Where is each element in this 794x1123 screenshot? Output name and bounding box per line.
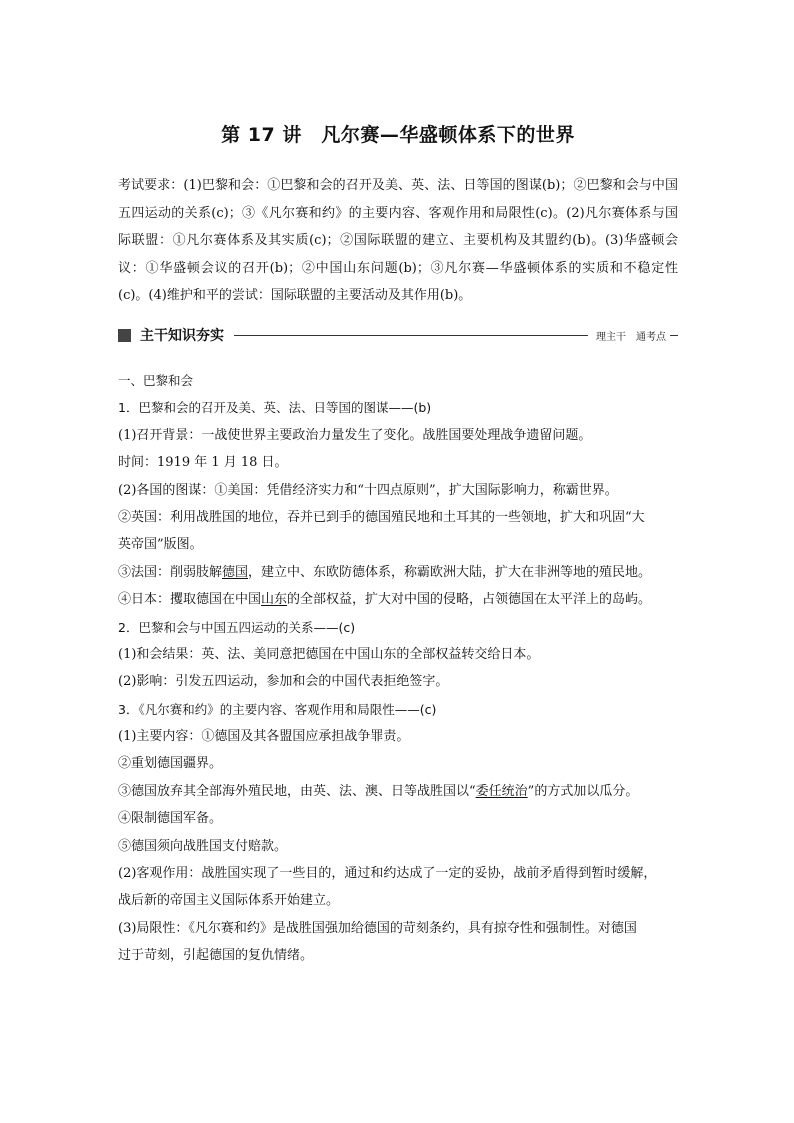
line-text-tail: ，建立中、东欧防德体系，称霸欧洲大陆，扩大在非洲等地的殖民地。 — [248, 564, 652, 580]
text-line — [118, 504, 678, 531]
text-line — [118, 449, 678, 476]
line-text: ③法国：削弱肢解 — [118, 564, 223, 580]
text-line — [118, 477, 678, 504]
line-text: ④日本：攫取德国在中国 — [118, 592, 262, 608]
text-line — [118, 805, 678, 832]
underlined-term: 德国 — [222, 564, 249, 580]
section-end-dash — [670, 335, 678, 336]
section-rule — [234, 335, 588, 336]
page-title: 第 17 讲 凡尔赛—华盛顿体系下的世界 — [221, 124, 575, 146]
text-line — [118, 668, 678, 695]
text-line — [118, 860, 678, 887]
text-line — [118, 367, 678, 394]
line-text: 战后新的帝国主义国际体系开始建立。 — [118, 893, 340, 909]
section-header — [118, 324, 678, 346]
line-text: (1)召开背景：一战使世界主要政治力量发生了变化。战胜国要处理战争遗留问题。 — [118, 427, 592, 443]
line-text: ②英国：利用战胜国的地位，吞并已到手的德国殖民地和土耳其的一些领地，扩大和巩固“大 — [118, 509, 645, 525]
line-text: 1．巴黎和会的召开及美、英、法、日等国的图谋——(b) — [118, 400, 432, 416]
line-text: 英帝国”版图。 — [118, 537, 203, 553]
line-text: ②重划德国疆界。 — [118, 756, 223, 772]
line-text: (2)客观作用：战胜国实现了一些目的，通过和约达成了一定的妥协，战前矛盾得到暂时缓解， — [118, 866, 657, 882]
line-text: (2)影响：引发五四运动，参加和会的中国代表拒绝签字。 — [118, 674, 449, 690]
line-text: ③德国放弃其全部海外殖民地，由英、法、澳、日等战胜国以“ — [118, 783, 476, 799]
text-line — [118, 586, 678, 613]
text-line — [118, 696, 678, 723]
text-line — [118, 833, 678, 860]
line-text: 3．《凡尔赛和约》的主要内容、客观作用和局限性——(c) — [118, 701, 437, 717]
text-line — [118, 778, 678, 805]
exam-requirements: 考试要求：(1)巴黎和会：①巴黎和会的召开及美、英、法、日等国的图谋(b)；②巴黎和会与中国五四运动的关系(c)；③《凡尔赛和约》的主要内容、客观作用和局限性(c)。(2)凡尔赛体系与国际联盟：①凡尔赛体系及其实质(c)；②国际联盟的建立、主要机构及其盟约(b)。(3)华盛顿会议：①华盛顿会议的召开(b)；②中国山东问题(b)；③凡尔赛—华盛顿体系的实质和不稳定性(c)。(4)维护和平的尝试：国际联盟的主要活动及其作用(b)。 — [118, 178, 678, 303]
text-line — [118, 614, 678, 641]
section-body — [118, 367, 678, 970]
text-line — [118, 641, 678, 668]
text-line — [118, 887, 678, 914]
line-text: ④限制德国军备。 — [118, 811, 223, 827]
line-text: (1)主要内容：①德国及其各盟国应承担战争罪责。 — [118, 729, 410, 745]
text-line — [118, 723, 678, 750]
line-text: (2)各国的图谋：①美国：凭借经济实力和“十四点原则”，扩大国际影响力，称霸世界。 — [118, 482, 618, 498]
line-text-tail: 的全部权益，扩大对中国的侵略，占领德国在太平洋上的岛屿。 — [287, 592, 652, 608]
text-line — [118, 422, 678, 449]
text-line — [118, 531, 678, 558]
section-tagline: 理主干 通考点 — [596, 331, 666, 343]
underlined-term: 山东 — [261, 592, 288, 608]
line-text: 2．巴黎和会与中国五四运动的关系——(c) — [118, 619, 356, 635]
line-text: 时间：1919 年 1 月 18 日。 — [118, 455, 288, 471]
text-line — [118, 942, 678, 969]
text-line — [118, 394, 678, 421]
text-line — [118, 559, 678, 586]
line-text: 过于苛刻，引起德国的复仇情绪。 — [118, 948, 314, 964]
text-line — [118, 915, 678, 942]
line-text: (1)和会结果：英、法、美同意把德国在中国山东的全部权益转交给日本。 — [118, 646, 540, 662]
text-line — [118, 750, 678, 777]
section-title: 主干知识夯实 — [140, 328, 224, 344]
line-text: (3)局限性：《凡尔赛和约》是战胜国强加给德国的苛刻条约，具有掠夺性和强制性。对德国 — [118, 920, 637, 936]
underlined-term: 委任统治 — [475, 783, 528, 799]
line-text: ⑤德国须向战胜国支付赔款。 — [118, 838, 288, 854]
square-bullet-icon — [118, 329, 131, 342]
line-text: 一、巴黎和会 — [118, 373, 194, 388]
line-text-tail: ”的方式加以瓜分。 — [527, 783, 639, 799]
